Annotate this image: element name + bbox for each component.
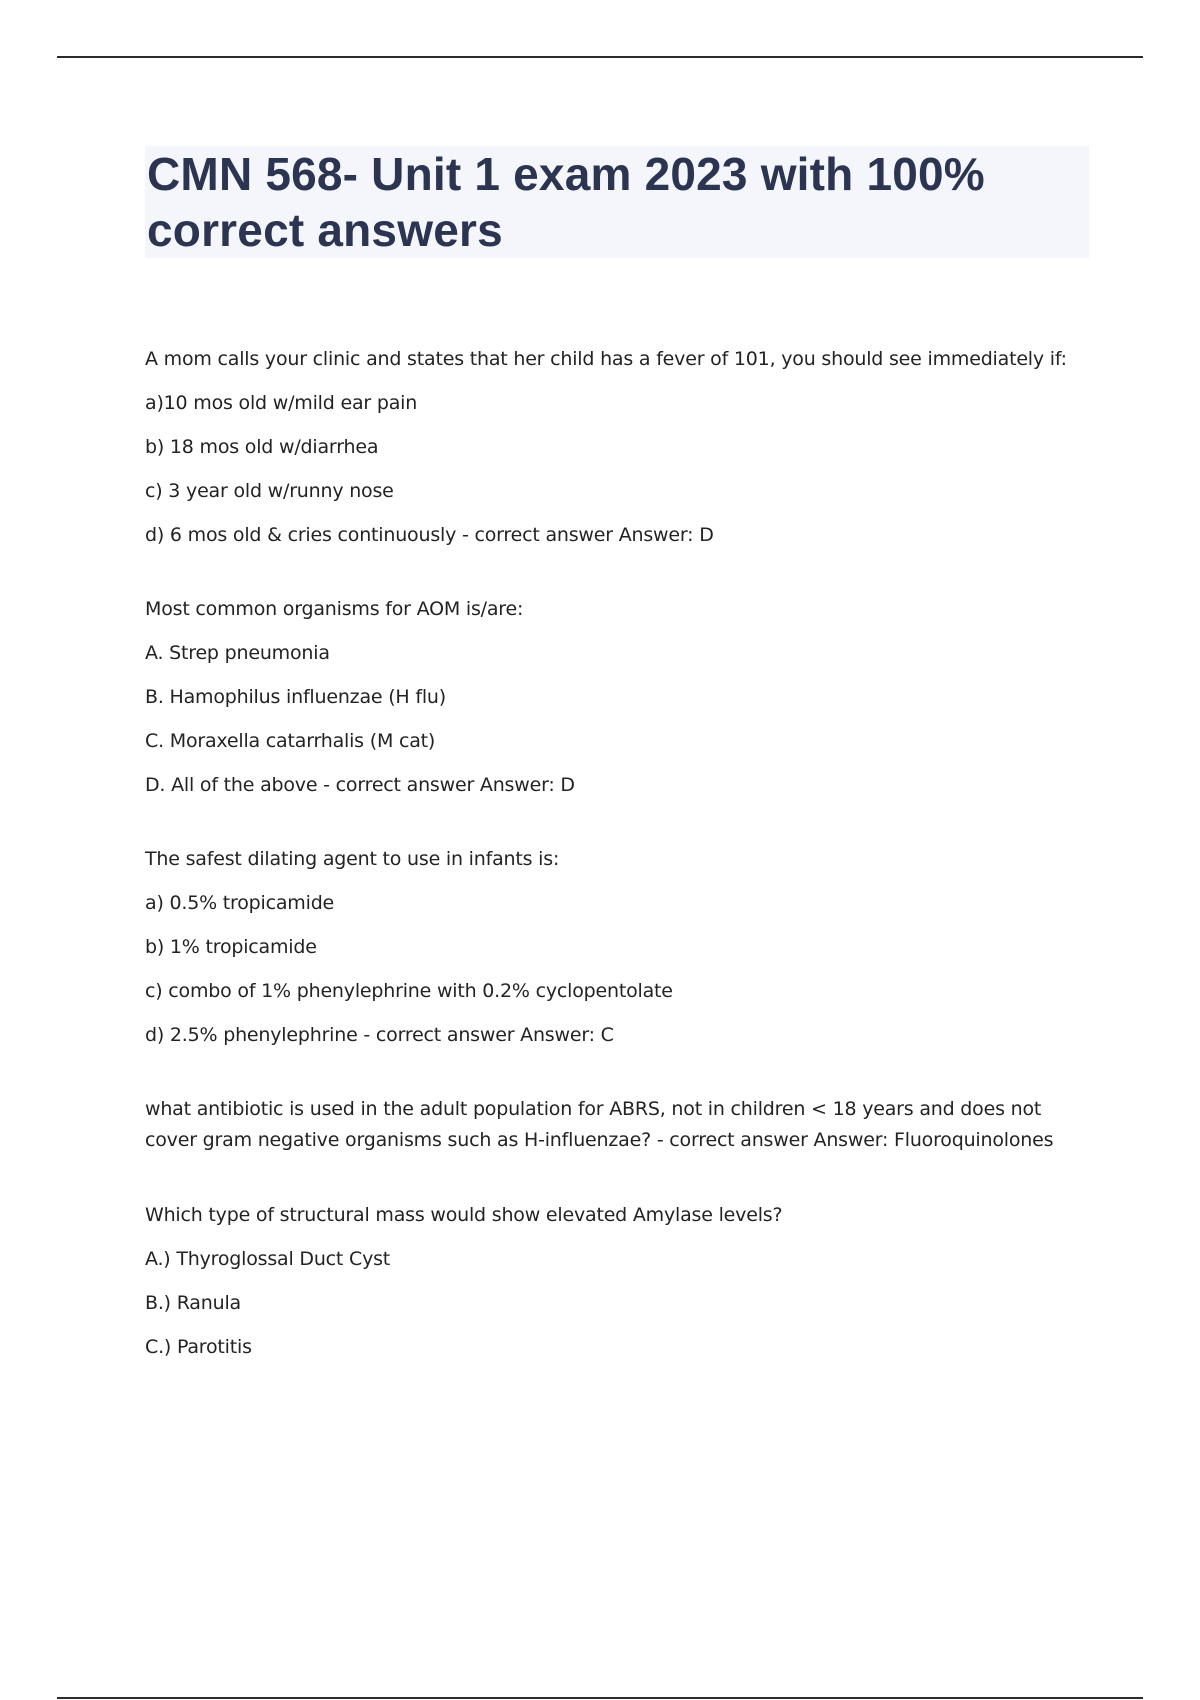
- answer-option: a)10 mos old w/mild ear pain: [145, 392, 418, 414]
- document-title: CMN 568- Unit 1 exam 2023 with 100% correct answers: [147, 148, 985, 256]
- question-stem-with-answer: what antibiotic is used in the adult population for ABRS, not in children < 18 years and does not cover gram negative organisms such as H-influenzae? - correct answer Answer: Fluoroquinolones: [145, 1098, 1054, 1151]
- footer-rule: [57, 1697, 1143, 1699]
- question-5: [145, 1200, 1075, 1362]
- question-3: [145, 844, 1075, 1050]
- answer-option: b) 18 mos old w/diarrhea: [145, 436, 379, 458]
- title-banner: [145, 146, 1089, 258]
- answer-option: b) 1% tropicamide: [145, 936, 317, 958]
- question-2: [145, 594, 1075, 800]
- answer-option-with-answer: d) 2.5% phenylephrine - correct answer Answer: C: [145, 1024, 614, 1046]
- answer-option: B.) Ranula: [145, 1292, 241, 1314]
- answer-option: C.) Parotitis: [145, 1336, 252, 1358]
- answer-option: a) 0.5% tropicamide: [145, 892, 335, 914]
- answer-option: c) 3 year old w/runny nose: [145, 480, 394, 502]
- answer-option: C. Moraxella catarrhalis (M cat): [145, 730, 436, 752]
- answer-option: A.) Thyroglossal Duct Cyst: [145, 1248, 391, 1270]
- question-list: [145, 344, 1075, 1406]
- answer-option: B. Hamophilus influenzae (H flu): [145, 686, 446, 708]
- answer-option: c) combo of 1% phenylephrine with 0.2% cyclopentolate: [145, 980, 673, 1002]
- answer-option-with-answer: d) 6 mos old & cries continuously - correct answer Answer: D: [145, 524, 714, 546]
- question-stem: The safest dilating agent to use in infants is:: [145, 848, 560, 870]
- question-4: [145, 1094, 1075, 1156]
- answer-option-with-answer: D. All of the above - correct answer Answer: D: [145, 774, 575, 796]
- question-stem: Which type of structural mass would show elevated Amylase levels?: [145, 1204, 783, 1226]
- question-stem: Most common organisms for AOM is/are:: [145, 598, 524, 620]
- header-rule: [57, 56, 1143, 58]
- question-1: [145, 344, 1075, 550]
- question-stem: A mom calls your clinic and states that her child has a fever of 101, you should see immediately if:: [145, 348, 1067, 370]
- answer-option: A. Strep pneumonia: [145, 642, 330, 664]
